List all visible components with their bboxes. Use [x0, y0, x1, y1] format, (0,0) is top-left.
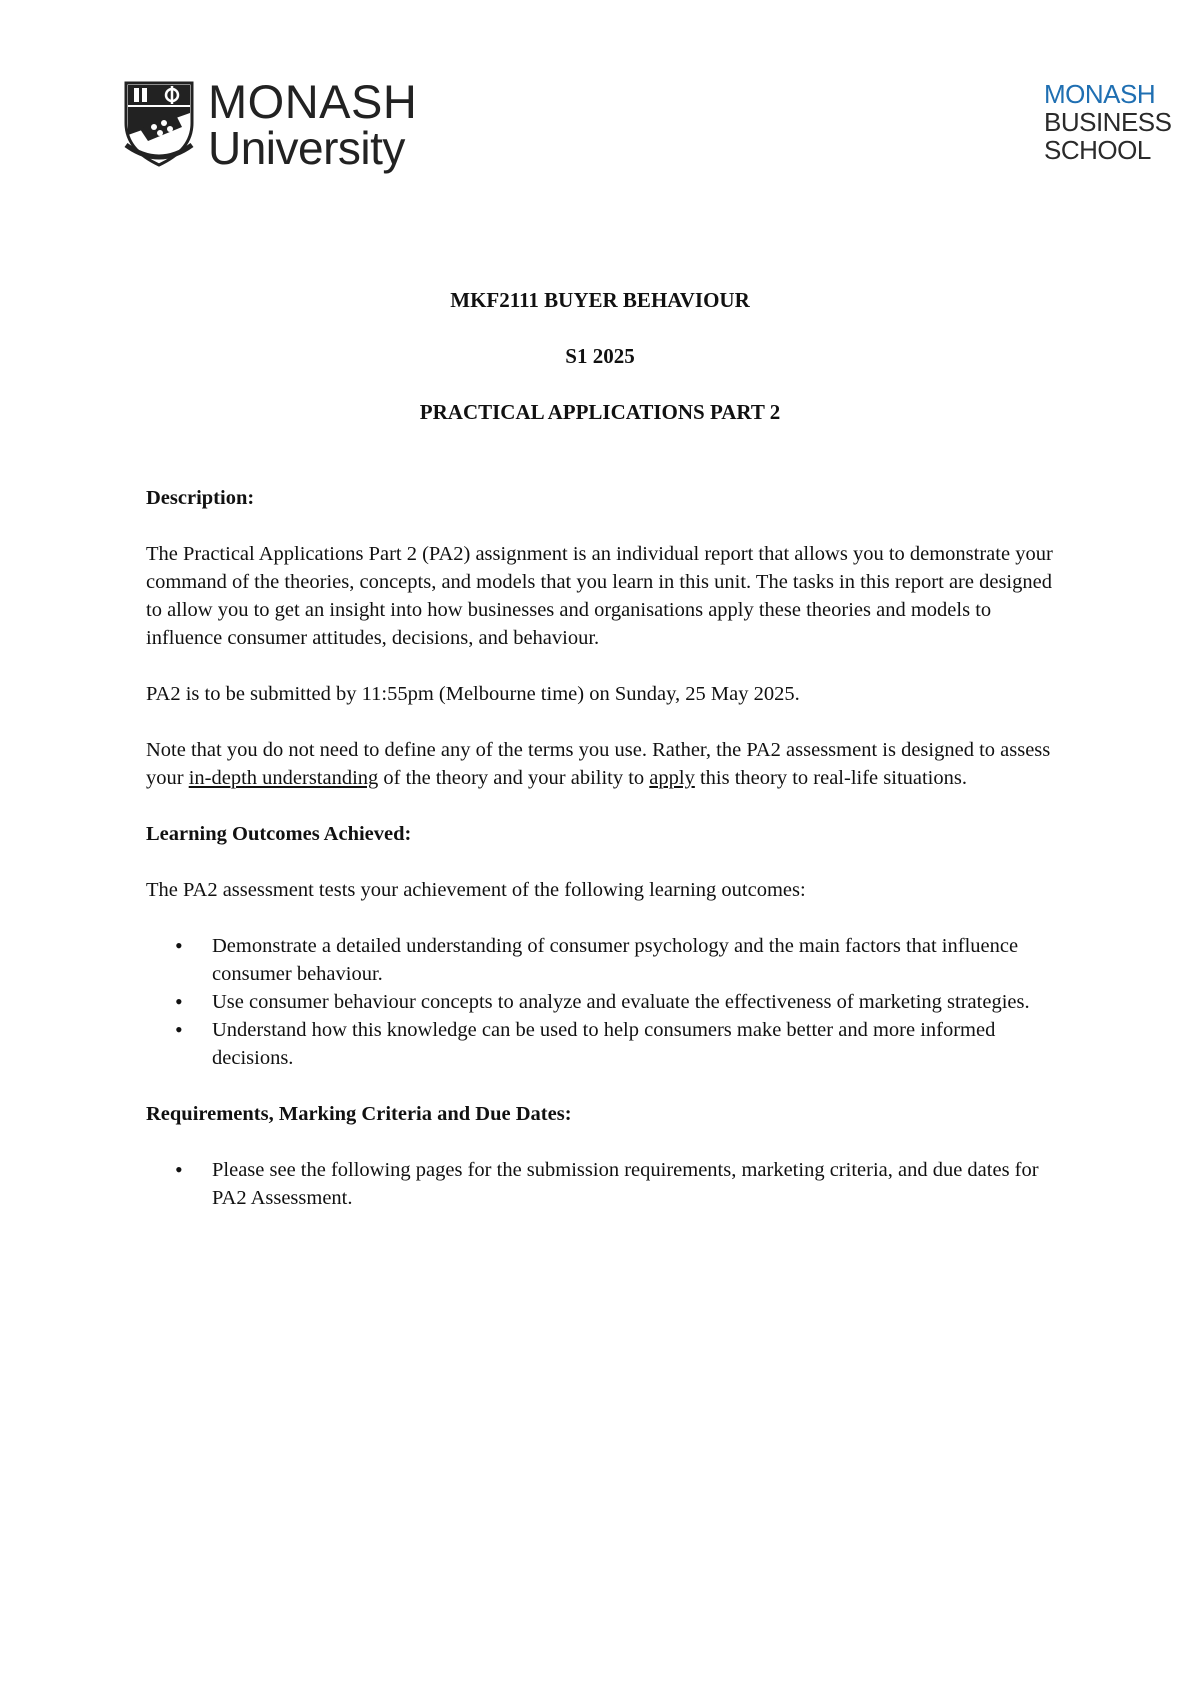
description-heading: Description: — [146, 487, 255, 509]
monash-business-school-logo — [1044, 80, 1172, 164]
monash-university-logo — [120, 74, 418, 174]
list-item: • Please see the following pages for the submission requirements, marketing criteria, and due dates for PA2 Assessment. — [146, 1156, 1066, 1212]
unit-title: MKF2111 BUYER BEHAVIOUR — [450, 288, 750, 312]
monash-wordmark: MONASH — [208, 74, 418, 128]
description-paragraph-1: The Practical Applications Part 2 (PA2) assignment is an individual report that allows you to demonstrate your command of the theories, concepts, and models that you learn in this unit. The tasks in this report are designed to allow you to get an insight into how businesses and organisations apply these theories and models to influence consumer attitudes, decisions, and behaviour. — [146, 543, 1053, 649]
requirements-heading: Requirements, Marking Criteria and Due Dates: — [146, 1103, 572, 1125]
list-item: • Demonstrate a detailed understanding of consumer psychology and the main factors that influence consumer behaviour. — [146, 932, 1066, 988]
university-wordmark: University — [208, 121, 405, 174]
mbs-line-business: BUSINESS — [1044, 107, 1172, 137]
apply-text: apply — [649, 767, 695, 789]
monash-crest-icon — [120, 79, 198, 169]
learning-outcomes-list — [146, 932, 1066, 1072]
in-depth-understanding-text: in-depth understanding — [188, 767, 379, 789]
mbs-line-monash: MONASH — [1044, 79, 1156, 109]
learning-outcomes-heading: Learning Outcomes Achieved: — [146, 823, 412, 845]
submission-deadline-paragraph: PA2 is to be submitted by 11:55pm (Melbourne time) on Sunday, 25 May 2025. — [146, 683, 800, 705]
list-item: • Use consumer behaviour concepts to analyze and evaluate the effectiveness of marketing strategies. — [146, 988, 1066, 1016]
note-text-2: of the theory and your ability to — [378, 767, 650, 789]
note-text-1: Note that you do not need to define any of the terms you use. Rather, the PA2 assessment is designed to assess your — [146, 739, 1051, 789]
list-item: • Understand how this knowledge can be used to help consumers make better and more informed decisions. — [146, 1016, 1066, 1072]
assessment-title: PRACTICAL APPLICATIONS PART 2 — [419, 400, 781, 424]
note-paragraph — [146, 736, 1066, 792]
semester-title: S1 2025 — [565, 344, 635, 368]
mbs-line-school: SCHOOL — [1044, 135, 1151, 165]
requirements-list — [146, 1156, 1066, 1212]
note-text-3: this theory to real-life situations. — [694, 767, 967, 789]
document-body — [146, 484, 1066, 1212]
learning-outcomes-intro: The PA2 assessment tests your achievement of the following learning outcomes: — [146, 879, 806, 901]
